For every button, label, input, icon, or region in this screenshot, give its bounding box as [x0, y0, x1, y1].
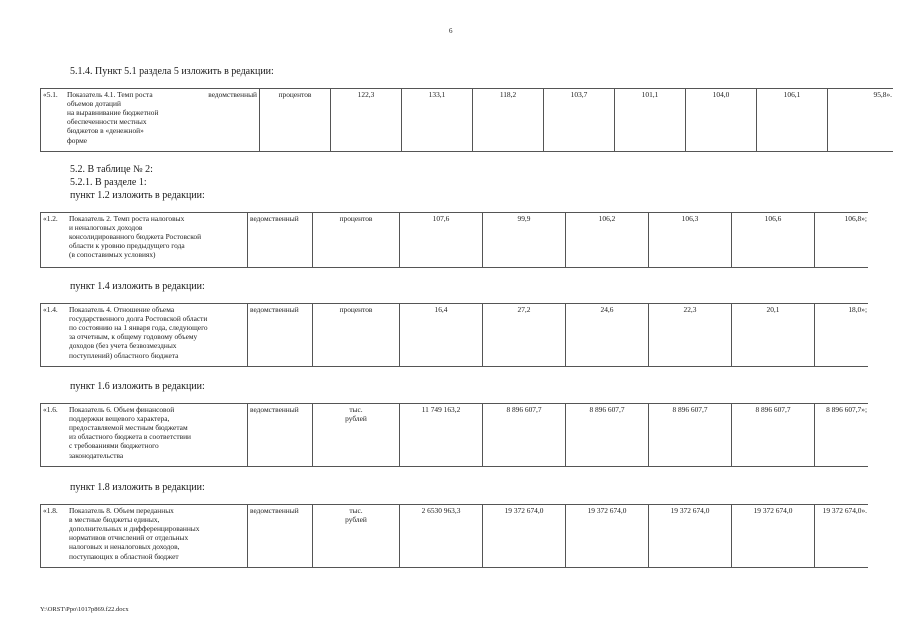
value-cell: 106,8»; — [815, 213, 869, 268]
value-cell: 122,3 — [331, 89, 402, 152]
value-cell: 22,3 — [649, 304, 732, 367]
value-cell: 19 372 674,0 — [483, 505, 566, 568]
heading-5-1-4: 5.1.4. Пункт 5.1 раздела 5 изложить в редакции: — [70, 66, 274, 77]
row-unit: тыс. рублей — [313, 404, 400, 467]
table-row-1-2 — [40, 212, 868, 268]
value-cell: 11 749 163,2 — [400, 404, 483, 467]
row-number: «1.6. — [41, 404, 68, 467]
table-row-5-1 — [40, 88, 893, 152]
file-path-footer: Y:\ORST\Ppo\1017p869.f22.docx — [40, 606, 129, 613]
table-row-1-4 — [40, 303, 868, 367]
row-number: «1.4. — [41, 304, 68, 367]
row-description: Показатель 4. Отношение объема государственного долга Ростовской области по состоянию на 1 января года, следующего за отчетным, к общему годовому объему доходов (без учета безвозмездных поступлений) областного бюджета — [67, 304, 248, 367]
row-description: Показатель 8. Объем переданных в местные бюджеты единых, дополнительных и дифференцированных нормативов отчислений от отдельных налоговых и неналоговых доходов, поступающих в областной бюджет — [67, 505, 248, 568]
row-type: ведомственный — [248, 404, 313, 467]
row-unit: процентов — [313, 213, 400, 268]
value-cell: 106,3 — [649, 213, 732, 268]
row-number: «5.1. — [41, 89, 66, 152]
value-cell: 106,6 — [732, 213, 815, 268]
heading-point-1-4: пункт 1.4 изложить в редакции: — [70, 281, 205, 292]
heading-5-2-1: 5.2.1. В разделе 1: — [70, 177, 147, 188]
row-number: «1.8. — [41, 505, 68, 568]
row-description: Показатель 4.1. Темп роста объемов дотаций на выравнивание бюджетной обеспеченности местных бюджетов в «денежной» форме — [65, 89, 189, 152]
row-description: Показатель 2. Темп роста налоговых и неналоговых доходов консолидированного бюджета Ростовской области к уровню предыдущего года (в сопоставимых условиях) — [67, 213, 248, 268]
table-row-1-8 — [40, 504, 868, 568]
value-cell: 19 372 674,0 — [566, 505, 649, 568]
value-cell: 19 372 674,0 — [732, 505, 815, 568]
value-cell: 8 896 607,7»; — [815, 404, 869, 467]
heading-point-1-6: пункт 1.6 изложить в редакции: — [70, 381, 205, 392]
value-cell: 2 6530 963,3 — [400, 505, 483, 568]
value-cell: 95,8». — [828, 89, 894, 152]
value-cell: 8 896 607,7 — [649, 404, 732, 467]
row-type: ведомственный — [248, 304, 313, 367]
row-number: «1.2. — [41, 213, 68, 268]
row-unit: тыс. рублей — [313, 505, 400, 568]
value-cell: 27,2 — [483, 304, 566, 367]
value-cell: 16,4 — [400, 304, 483, 367]
value-cell: 101,1 — [615, 89, 686, 152]
value-cell: 133,1 — [402, 89, 473, 152]
value-cell: 99,9 — [483, 213, 566, 268]
value-cell: 24,6 — [566, 304, 649, 367]
row-type: ведомственный — [248, 505, 313, 568]
value-cell: 18,0»; — [815, 304, 869, 367]
value-cell: 20,1 — [732, 304, 815, 367]
row-unit: процентов — [260, 89, 331, 152]
table-row-1-6 — [40, 403, 868, 467]
value-cell: 107,6 — [400, 213, 483, 268]
page-number: 6 — [449, 27, 453, 35]
value-cell: 19 372 674,0». — [815, 505, 869, 568]
value-cell: 106,2 — [566, 213, 649, 268]
row-type: ведомственный — [248, 213, 313, 268]
value-cell: 118,2 — [473, 89, 544, 152]
value-cell: 8 896 607,7 — [483, 404, 566, 467]
value-cell: 104,0 — [686, 89, 757, 152]
value-cell: 103,7 — [544, 89, 615, 152]
row-description: Показатель 6. Объем финансовой поддержки вещевого характера, предоставляемой местным бюджетам из областного бюджета в соответствии с требованиями бюджетного законодательства — [67, 404, 248, 467]
value-cell: 106,1 — [757, 89, 828, 152]
value-cell: 8 896 607,7 — [732, 404, 815, 467]
heading-point-1-2: пункт 1.2 изложить в редакции: — [70, 190, 205, 201]
value-cell: 19 372 674,0 — [649, 505, 732, 568]
value-cell: 8 896 607,7 — [566, 404, 649, 467]
heading-5-2: 5.2. В таблице № 2: — [70, 164, 153, 175]
row-type: ведомственный — [189, 89, 260, 152]
heading-point-1-8: пункт 1.8 изложить в редакции: — [70, 482, 205, 493]
row-unit: процентов — [313, 304, 400, 367]
